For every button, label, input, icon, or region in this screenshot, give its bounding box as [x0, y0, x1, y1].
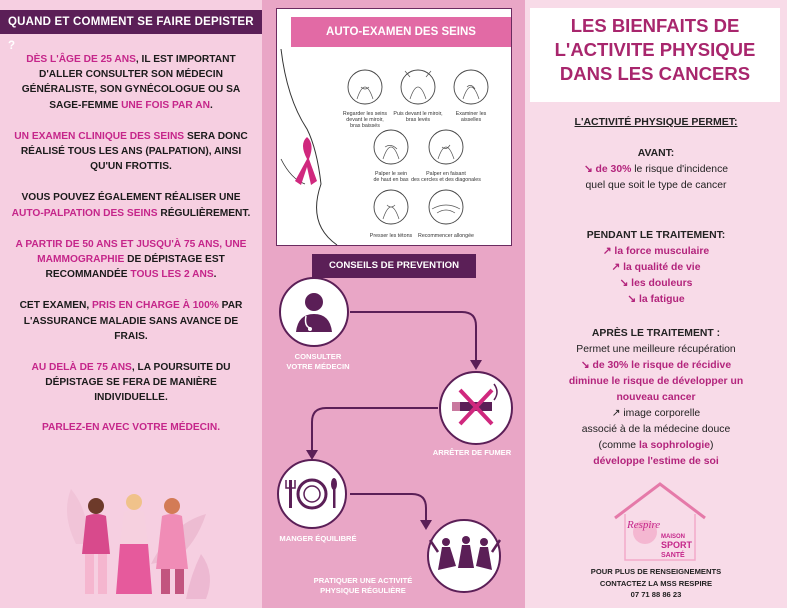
before-line1: ↘ de 30% le risque d'incidence — [583, 164, 729, 175]
text-segment: TOUS LES 2 ANS — [130, 269, 214, 281]
during-item-fatigue: ↘ la fatigue — [627, 294, 685, 305]
contact-line2: CONTACTEZ LA MSS RESPIRE — [599, 578, 713, 588]
contact-line1: POUR PLUS DE RENSEIGNEMENTS — [590, 567, 722, 576]
contact-info — [525, 566, 787, 601]
exam-step-1-line2: devant le miroir, — [346, 117, 384, 123]
para-coverage — [10, 298, 252, 344]
step-smoking-label — [422, 448, 522, 458]
text-segment: , IL EST IMPORTANT D'ALLER CONSULTER SON MÉDECIN GÉNÉRALISTE, SON GYNÉCOLOGUE OU SA SAGE-FEMME — [21, 54, 241, 111]
exam-step-6: Presser les tétons — [369, 233, 413, 239]
logo-maison: MAISON — [661, 534, 685, 540]
text-segment: UNE FOIS PAR AN — [121, 99, 210, 111]
exam-step-5-line2: des cercles et des diagonales — [411, 177, 481, 183]
benefits-title-line1: LES BIENFAITS DE — [570, 15, 740, 36]
exam-step-3-line2: aisselles — [460, 117, 482, 123]
after-heading: APRÈS LE TRAITEMENT : — [591, 328, 721, 339]
exam-step-4-line1: Palper le sein — [374, 171, 408, 177]
after-line6: associé à de la médecine douce — [581, 424, 731, 435]
left-panel-title: QUAND ET COMMENT SE FAIRE DEPISTER ? — [0, 10, 262, 34]
exam-step-2-line1: Puis devant le miroir, — [393, 111, 443, 117]
prevention-flow — [262, 0, 525, 608]
exam-step-4-line2: de haut en bas — [373, 177, 409, 183]
exam-step-2-line2: bras levés — [405, 117, 431, 123]
text-segment: , LA POURSUITE DU DÉPISTAGE SE FERA DE MANIÈRE INDIVIDUELLE. — [45, 362, 231, 404]
after-line8: développe l'estime de soi — [593, 456, 719, 467]
during-item-pain: ↘ les douleurs — [619, 278, 693, 289]
benefits-subtitle: L'ACTIVITÉ PHYSIQUE PERMET: — [574, 116, 738, 128]
text-segment: DE DÉPISTAGE EST RECOMMANDÉE — [45, 254, 225, 281]
exam-step-3-line1: Examiner les — [455, 111, 487, 117]
middle-panel — [262, 0, 525, 608]
section-after — [529, 326, 783, 470]
self-exam-title: AUTO-EXAMEN DES SEINS — [291, 17, 511, 47]
mss-respire-logo — [605, 478, 715, 570]
benefits-title-line2: L'ACTIVITE PHYSIQUE — [554, 39, 756, 60]
after-line4: nouveau cancer — [616, 392, 696, 403]
exam-step-1-line1: Regarder les seins — [342, 111, 388, 117]
exam-step-5-line1: Palper en faisant — [426, 171, 466, 177]
before-heading: AVANT: — [637, 148, 675, 159]
text-segment: CET EXAMEN, — [19, 300, 93, 312]
text-segment: PRIS EN CHARGE À 100% — [92, 300, 219, 312]
step-activity-line1: PRATIQUER UNE ACTIVITÉ — [313, 576, 413, 585]
step-consult-line2: VOTRE MÉDECIN — [286, 362, 350, 371]
after-line3: diminue le risque de développer un — [568, 376, 744, 387]
logo-respire: Respire — [627, 519, 661, 531]
text-segment: A PARTIR DE 50 ANS ET JUSQU'À 75 ANS, — [15, 238, 223, 250]
text-segment: DÈS L'ÂGE DE 25 ANS — [26, 54, 136, 65]
text-segment: RÉGULIÈREMENT. — [157, 207, 251, 219]
after-line5: ↗ image corporelle — [611, 408, 701, 419]
benefits-title-line3: DANS LES CANCERS — [559, 63, 751, 84]
para-over-75 — [10, 360, 252, 406]
exam-step-1-line3: bras baissés — [350, 123, 380, 129]
step-smoking-line1: ARRÊTER DE FUMER — [432, 448, 512, 457]
text-segment: . — [213, 269, 217, 281]
talk-to-doctor: PARLEZ-EN AVEC VOTRE MÉDECIN. — [41, 421, 221, 433]
step-activity-label — [298, 576, 428, 596]
during-item-quality: ↗ la qualité de vie — [611, 262, 701, 273]
section-during — [529, 228, 783, 308]
text-segment: PAR L'ASSURANCE MALADIE SANS AVANCE DE FRAIS. — [23, 300, 243, 342]
para-self-palpation — [10, 190, 252, 220]
benefits-title — [530, 14, 780, 86]
left-body — [10, 52, 252, 433]
logo-sante: SANTÉ — [661, 552, 685, 559]
text-segment: UN EXAMEN CLINIQUE DES SEINS — [14, 130, 185, 142]
before-line2: quel que soit le type de cancer — [585, 180, 727, 191]
text-segment: AUTO-PALPATION DES SEINS — [11, 207, 158, 219]
step-activity-line2: PHYSIQUE RÉGULIÈRE — [320, 586, 406, 595]
during-item-strength: ↗ la force musculaire — [602, 246, 710, 257]
text-segment: AU DELÀ DE 75 ANS — [31, 362, 132, 374]
step-consult-label — [270, 352, 366, 372]
logo-sport: SPORT — [661, 540, 693, 550]
after-line7: (comme la sophrologie) — [598, 440, 714, 451]
after-line1: Permet une meilleure récupération — [576, 344, 736, 355]
para-mammography — [10, 237, 252, 283]
step-eat-line1: MANGER ÉQUILIBRÉ — [279, 534, 357, 543]
text-segment: UNE MAMMOGRAPHIE — [37, 238, 247, 266]
left-panel — [0, 0, 262, 608]
para-clinical-exam — [10, 129, 252, 175]
after-line2: ↘ de 30% le risque de récidive — [580, 360, 732, 371]
women-illustration — [56, 484, 216, 602]
text-segment: VOUS POUVEZ ÉGALEMENT RÉALISER UNE — [21, 192, 241, 204]
text-segment: SERA DONC RÉALISÉ TOUS LES ANS (PALPATION), AINSI QU'UN FROTTIS. — [20, 130, 248, 173]
step-consult-line1: CONSULTER — [294, 352, 342, 361]
text-segment: . — [209, 99, 213, 111]
step-eat-label — [264, 534, 372, 544]
para-age-25 — [10, 52, 252, 113]
contact-phone[interactable]: 07 71 88 86 23 — [630, 590, 682, 599]
right-panel — [525, 0, 787, 608]
exam-step-7: Recommencer allongée — [418, 233, 474, 239]
during-heading: PENDANT LE TRAITEMENT: — [586, 230, 726, 241]
section-before — [529, 146, 783, 194]
prevention-title: CONSEILS DE PREVENTION — [312, 254, 476, 278]
